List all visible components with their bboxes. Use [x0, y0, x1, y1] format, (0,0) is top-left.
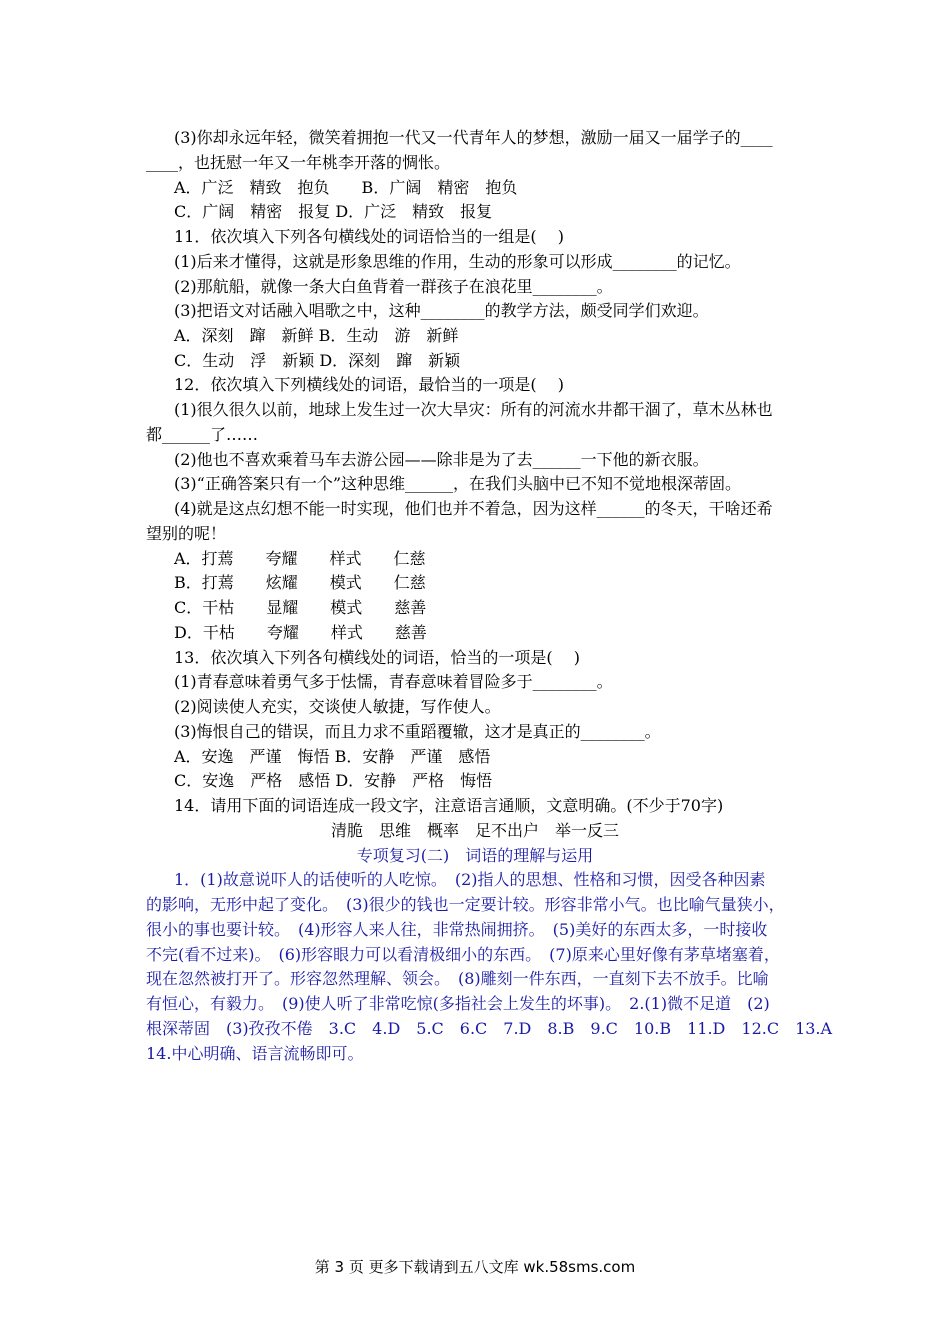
text-line: ____，也抚慰一年又一年桃李开落的惆怅。: [146, 153, 451, 172]
option-line: C．广阔 精密 报复 D．广泛 精致 报复: [174, 202, 493, 221]
answer-line: 根深蒂固 (3)孜孜不倦 3.C 4.D 5.C 6.C 7.D 8.B 9.C 10.B 11.D 12.C 13.A: [146, 1019, 833, 1038]
answer-line: 不完(看不过来)。 (6)形容眼力可以看清极细小的东西。 (7)原来心里好像有茅草堵塞着，: [146, 945, 780, 964]
option-line: A．深刻 蹿 新鲜 B．生动 游 新鲜: [174, 326, 459, 345]
option-line: D．干枯 夸耀 样式 慈善: [174, 623, 427, 642]
answer-line: 现在忽然被打开了。形容忽然理解、领会。 (8)雕刻一件东西，一直刻下去不放手。比喻: [146, 969, 769, 988]
text-line: (3)“正确答案只有一个”这种思维______，在我们头脑中已不知不觉地根深蒂固。: [174, 474, 742, 493]
question-11: 11．依次填入下列各句横线处的词语恰当的一组是( ): [174, 227, 564, 246]
question-13: 13．依次填入下列各句横线处的词语，恰当的一项是( ): [174, 648, 580, 667]
answer-line: 1．(1)故意说吓人的话使听的人吃惊。 (2)指人的思想、性格和习惯，因受各种因素: [174, 870, 766, 889]
section-title: 专项复习(二) 词语的理解与运用: [356, 846, 594, 865]
text-line: (1)青春意味着勇气多于怯懦，青春意味着冒险多于________。: [174, 672, 613, 691]
option-line: C．生动 浮 新颖 D．深刻 蹿 新颖: [174, 351, 461, 370]
text-line: (4)就是这点幻想不能一时实现，他们也并不着急，因为这样______的冬天，干啥还希: [174, 499, 773, 518]
text-line: 望别的呢！: [146, 524, 227, 543]
answer-line: 14.中心明确、语言流畅即可。: [146, 1044, 364, 1063]
answer-line: 的影响，无形中起了变化。 (3)很少的钱也一定要计较。形容非常小气。也比喻气量狭小，: [146, 895, 785, 914]
option-line: A．广泛 精致 抱负 B．广阔 精密 抱负: [174, 178, 518, 197]
question-12: 12．依次填入下列横线处的词语，最恰当的一项是( ): [174, 375, 564, 394]
text-line: (3)悔恨自己的错误，而且力求不重蹈覆辙，这才是真正的________。: [174, 722, 661, 741]
word-list: 清脆 思维 概率 足不出户 举一反三: [330, 821, 619, 840]
text-line: (3)把语文对话融入唱歌之中，这种________的教学方法，颇受同学们欢迎。: [174, 301, 709, 320]
question-14: 14．请用下面的词语连成一段文字，注意语言通顺，文意明确。(不少于70字): [174, 796, 724, 815]
answer-line: 很小的事也要计较。 (4)形容人来人往，非常热闹拥挤。 (5)美好的东西太多，一时接收: [146, 920, 768, 939]
option-line: C．干枯 显耀 模式 慈善: [174, 598, 427, 617]
option-line: A．安逸 严谨 悔悟 B．安静 严谨 感悟: [174, 747, 491, 766]
text-line: 都______了……: [146, 425, 259, 444]
option-line: A．打蔫 夸耀 样式 仁慈: [174, 549, 426, 568]
text-line: (2)他也不喜欢乘着马车去游公园——除非是为了去______一下他的新衣服。: [174, 450, 709, 469]
option-line: B．打蔫 炫耀 模式 仁慈: [174, 573, 426, 592]
option-line: C．安逸 严格 感悟 D．安静 严格 悔悟: [174, 771, 493, 790]
text-line: (1)后来才懂得，这就是形象思维的作用，生动的形象可以形成________的记忆。: [174, 252, 741, 271]
answer-line: 有恒心，有毅力。 (9)使人听了非常吃惊(多指社会上发生的坏事)。 2.(1)微不足道 (2): [146, 994, 770, 1013]
text-line: (1)很久很久以前，地球上发生过一次大旱灾：所有的河流水井都干涸了，草木丛林也: [174, 400, 773, 419]
text-line: (2)阅读使人充实，交谈使人敏捷，写作使人。: [174, 697, 501, 716]
text-line: (3)你却永远年轻，微笑着拥抱一代又一代青年人的梦想，激励一届又一届学子的____: [174, 128, 773, 147]
text-line: (2)那航船，就像一条大白鱼背着一群孩子在浪花里________。: [174, 277, 613, 296]
page-footer: 第 3 页 更多下载请到五八文库 wk.58sms.com: [314, 1258, 636, 1276]
